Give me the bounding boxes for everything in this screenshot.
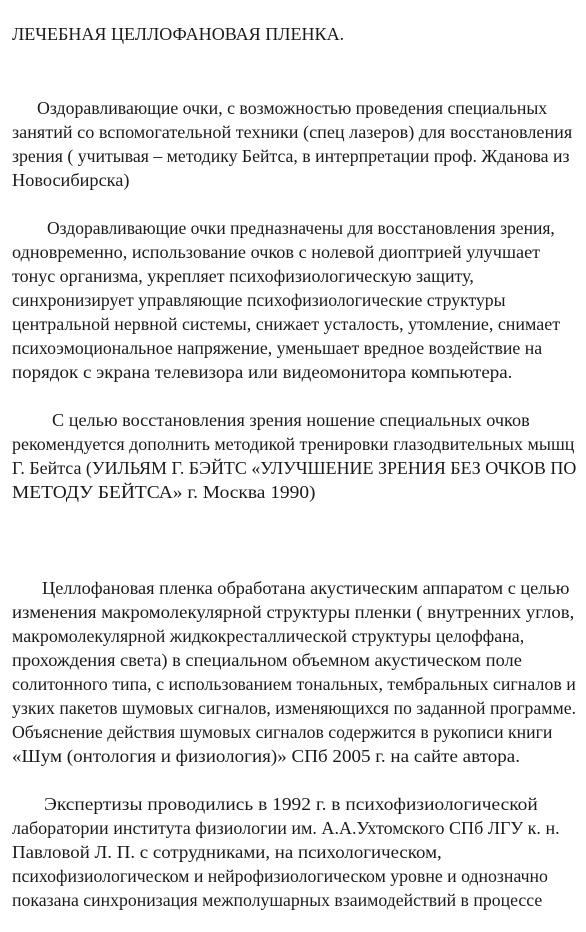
text-line: тонус организма, укрепляет психофизиологическую защиту, [12,266,474,286]
text-line: прохождения света) в специальном объемном акустическом поле [12,650,522,670]
text-line: Г. Бейтса (УИЛЬЯМ Г. БЭЙТС «УЛУЧШЕНИЕ ЗРЕНИЯ БЕЗ ОЧКОВ ПО [12,458,577,478]
text-line: показана синхронизация межполушарных взаимодействий в процессе [12,890,543,910]
text-line: зрения ( учитывая – методику Бейтса, в интерпретации проф. Жданова из [12,146,570,166]
document-title: ЛЕЧЕБНАЯ ЦЕЛЛОФАНОВАЯ ПЛЕНКА. [12,24,345,44]
text-line: Экспертизы проводились в 1992 г. в психофизиологической [44,794,538,814]
text-line: Оздоравливающие очки предназначены для восстановления зрения, [47,218,555,238]
text-line: изменения макромолекулярной структуры пленки ( внутренних углов, [12,602,575,622]
text-line: центральной нервной системы, снижает усталость, утомление, снимает [12,314,561,334]
text-line: Объяснение действия шумовых сигналов содержится в рукописи книги [12,722,553,742]
text-line: Целлофановая пленка обработана акустическим аппаратом с целью [42,578,570,598]
text-line: рекомендуется дополнить методикой тренировки глазодвительных мышц [12,434,575,454]
text-line: С целью восстановления зрения ношение специальных очков [52,410,530,430]
text-line: «Шум (онтология и физиология)» СПб 2005 г. на сайте автора. [12,746,520,766]
text-line: солитонного типа, с использованием тональных, тембральных сигналов и [12,674,576,694]
text-line: психоэмоциональное напряжение, уменьшает вредное воздействие на [12,338,543,358]
text-line: МЕТОДУ БЕЙТСА» г. Москва 1990) [12,482,316,502]
text-line: Оздоравливающие очки, с возможностью проведения специальных [37,98,548,118]
text-line: узких пакетов шумовых сигналов, изменяющихся по заданной программе. [12,698,577,718]
text-line: Павловой Л. П. с сотрудниками, на психологическом, [12,842,442,862]
text-line: порядок с экрана телевизора или видеомонитора компьютера. [12,362,513,382]
text-line: Новосибирска) [12,170,130,190]
text-line: синхронизирует управляющие психофизиологические структуры [12,290,506,310]
text-line: лаборатории института физиологии им. А.А.Ухтомского СПб ЛГУ к. н. [12,818,560,838]
text-line: одновременно, использование очков с нолевой диоптрией улучшает [12,242,541,262]
text-line: психофизиологическом и нейрофизиологическом уровне и однозначно [12,866,548,886]
text-line: макромолекулярной жидкокресталлической структуры целоффана, [12,626,525,646]
text-line: занятий со вспомогательной техники (спец лазеров) для восстановления [12,122,573,142]
